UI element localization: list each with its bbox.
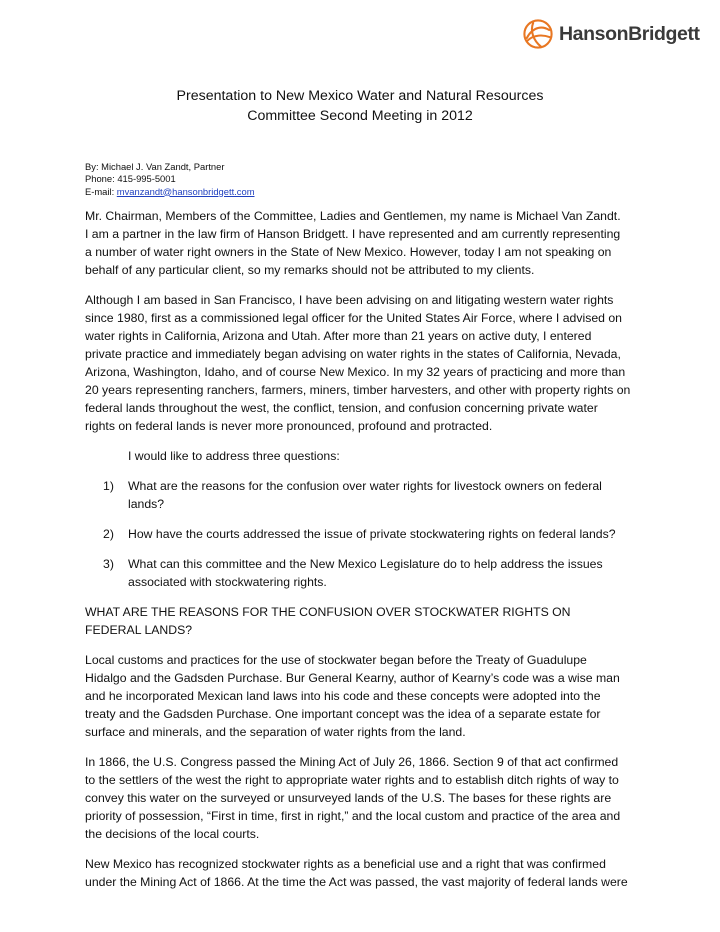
text-line: water rights in California, Arizona and Utah. After more than 21 years on active duty, I entered — [85, 329, 592, 343]
text-line: under the Mining Act of 1866. At the time the Act was passed, the vast majority of federal lands were — [85, 875, 628, 889]
text-line: WHAT ARE THE REASONS FOR THE CONFUSION OVER STOCKWATER RIGHTS ON — [85, 605, 571, 619]
text-line: treaty and the Gadsden Purchase. One important concept was the idea of a separate estate for — [85, 707, 601, 721]
email-link[interactable]: mvanzandt@hansonbridgett.com — [116, 185, 255, 197]
section-paragraph — [85, 855, 645, 891]
text-line: and he incorporated Mexican land laws into his code and these concepts were adopted into the — [85, 689, 601, 703]
list-number: 2) — [103, 527, 114, 541]
title-line: Committee Second Meeting in 2012 — [247, 108, 473, 124]
contact-block — [85, 161, 255, 198]
background-paragraph — [85, 291, 645, 435]
list-item — [85, 477, 645, 513]
list-number: 1) — [103, 479, 114, 493]
logo-wordmark: HansonBridgett — [559, 22, 700, 45]
text-line: private practice and immediately began advising on water rights in the states of California, Nevada, — [85, 347, 621, 361]
questions-list — [85, 477, 645, 591]
text-line: 20 years representing ranchers, farmers, miners, timber harvesters, and other with property rights on — [85, 383, 631, 397]
questions-intro — [85, 447, 645, 465]
hanson-bridgett-logo-icon — [522, 18, 554, 50]
title-line: Presentation to New Mexico Water and Natural Resources — [176, 88, 544, 104]
email-label: E-mail: — [85, 185, 115, 197]
text-line: In 1866, the U.S. Congress passed the Mining Act of July 26, 1866. Section 9 of that act confirmed — [85, 755, 619, 769]
text-line: since 1980, first as a commissioned legal officer for the United States Air Force, where I advised on — [85, 311, 622, 325]
text-line: convey this water on the surveyed or unsurveyed lands of the U.S. The bases for these rights are — [85, 791, 612, 805]
text-line: behalf of any particular client, so my remarks should not be attributed to my clients. — [85, 263, 535, 277]
text-line: lands? — [128, 497, 165, 511]
text-line: to the settlers of the west the right to appropriate water rights and to establish ditch rights of way to — [85, 773, 619, 787]
author-line: By: Michael J. Van Zandt, Partner — [85, 161, 225, 172]
section-paragraph — [85, 753, 645, 843]
phone-line: Phone: 415-995-5001 — [85, 173, 176, 185]
text-line: Hidalgo and the Gadsden Purchase. Bur General Kearny, author of Kearny’s code was a wise man — [85, 671, 620, 685]
text-line: Arizona, Washington, Idaho, and of course New Mexico. In my 32 years of practicing and more than — [85, 365, 626, 379]
document-title — [0, 86, 720, 126]
text-line: New Mexico has recognized stockwater rights as a beneficial use and a right that was confirmed — [85, 857, 606, 871]
text-line: a number of water right owners in the State of New Mexico. However, today I am not speaking on — [85, 245, 612, 259]
section-heading — [85, 603, 645, 639]
list-item — [85, 555, 645, 591]
text-line: What can this committee and the New Mexico Legislature do to help address the issues — [128, 557, 603, 571]
document-body — [85, 207, 645, 903]
text-line: surface and minerals, and the separation of water rights from the land. — [85, 725, 466, 739]
text-line: How have the courts addressed the issue of private stockwatering rights on federal lands? — [128, 527, 616, 541]
intro-paragraph — [85, 207, 645, 279]
firm-logo — [522, 18, 700, 50]
text-line: FEDERAL LANDS? — [85, 623, 193, 637]
text-line: I would like to address three questions: — [128, 449, 340, 463]
text-line: Although I am based in San Francisco, I have been advising on and litigating western water rights — [85, 293, 614, 307]
text-line: Local customs and practices for the use of stockwater began before the Treaty of Guadulupe — [85, 653, 587, 667]
text-line: associated with stockwatering rights. — [128, 575, 327, 589]
text-line: federal lands throughout the west, the conflict, tension, and confusion concerning private water — [85, 401, 598, 415]
text-line: What are the reasons for the confusion over water rights for livestock owners on federal — [128, 479, 602, 493]
text-line: priority of possession, “First in time, first in right,” and the local custom and practice of the area and — [85, 809, 621, 823]
text-line: rights on federal lands is never more pronounced, profound and protracted. — [85, 419, 493, 433]
list-number: 3) — [103, 557, 114, 571]
text-line: Mr. Chairman, Members of the Committee, Ladies and Gentlemen, my name is Michael Van Zandt. — [85, 209, 621, 223]
text-line: the decisions of the local courts. — [85, 827, 260, 841]
email-line — [85, 186, 255, 198]
section-paragraph — [85, 651, 645, 741]
text-line: I am a partner in the law firm of Hanson Bridgett. I have represented and am currently representing — [85, 227, 621, 241]
list-item — [85, 525, 645, 543]
